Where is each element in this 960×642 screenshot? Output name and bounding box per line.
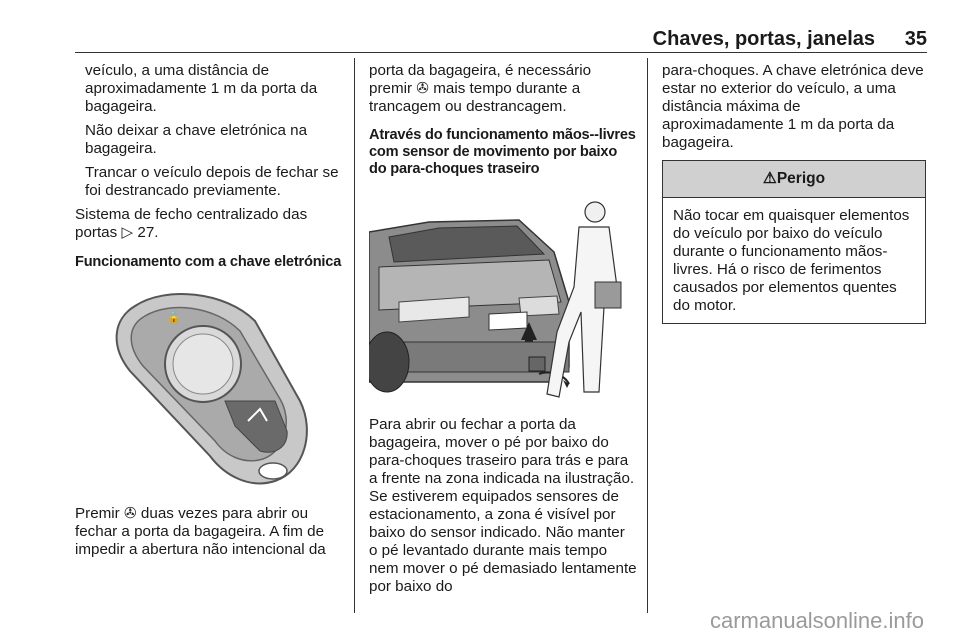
watermark: carmanualsonline.info bbox=[709, 608, 924, 633]
warning-title: Perigo bbox=[776, 170, 826, 187]
svg-text:🔒: 🔒 bbox=[167, 311, 181, 324]
warning-header bbox=[663, 161, 925, 198]
paragraph: Trancar o veículo depois de fechar se foi destrancado previamente. bbox=[85, 164, 339, 199]
column-2 bbox=[369, 62, 637, 603]
column-divider-2 bbox=[647, 58, 648, 613]
paragraph bbox=[75, 206, 343, 242]
header-rule bbox=[75, 52, 927, 53]
paragraph-text: Premir bbox=[75, 505, 120, 522]
paragraph: para-choques. A chave eletrónica deve estar no exterior do veículo, a uma distância máxima de aproximadamente 1 m da porta da bagageira. bbox=[662, 62, 924, 151]
paragraph-text: porta da bagageira, é necessário premir bbox=[369, 62, 592, 97]
paragraph: Para abrir ou fechar a porta da bagageira, mover o pé por baixo do para-choques traseiro para trás e para a frente na zona indicada na ilustração. Se estiverem equipados sensores de estacionamento, a zona é visível por baixo do sensor indicado. Não manter o pé levantado durante mais tempo nem mover o pé demasiado lentamente por baixo do bbox=[369, 416, 637, 595]
section-title: Chaves, portas, janelas bbox=[652, 28, 875, 50]
tailgate-icon: ✇ bbox=[416, 80, 430, 97]
paragraph-text: Sistema de fecho centralizado das portas bbox=[75, 206, 308, 241]
arrow-ref-icon: ▷ bbox=[121, 224, 134, 241]
page-reference[interactable]: 27. bbox=[137, 224, 159, 241]
tailgate-icon: ✇ bbox=[123, 505, 137, 522]
key-fob-illustration bbox=[75, 281, 340, 494]
page-header bbox=[75, 28, 927, 52]
handsfree-tailgate-illustration bbox=[369, 192, 634, 404]
paragraph bbox=[75, 505, 343, 559]
paragraph: Não deixar a chave eletrónica na bagageira. bbox=[85, 122, 308, 157]
column-divider-1 bbox=[354, 58, 355, 613]
paragraph-text: duas vezes para abrir ou fechar a porta da bagageira. A fim de impedir a abertura não intencional da bbox=[75, 505, 326, 558]
warning-triangle-icon: ⚠ bbox=[762, 170, 777, 187]
warning-box bbox=[662, 160, 926, 324]
section-heading: Através do funcionamento mãos--livres com sensor de movimento por baixo do para-choques traseiro bbox=[369, 127, 636, 177]
warning-body bbox=[663, 198, 925, 323]
warning-text: Não tocar em quaisquer elementos do veículo por baixo do veículo durante o funcionamento mãos-livres. Há o risco de ferimentos causados por elementos quentes do motor. bbox=[673, 207, 910, 314]
section-heading: Funcionamento com a chave eletrónica bbox=[75, 254, 342, 270]
paragraph bbox=[369, 62, 637, 116]
column-3 bbox=[662, 62, 926, 324]
page-number: 35 bbox=[904, 28, 927, 50]
paragraph-text: mais tempo durante a trancagem ou destrancagem. bbox=[369, 80, 581, 115]
paragraph: veículo, a uma distância de aproximadamente 1 m da porta da bagageira. bbox=[85, 62, 318, 115]
column-1 bbox=[75, 62, 343, 566]
